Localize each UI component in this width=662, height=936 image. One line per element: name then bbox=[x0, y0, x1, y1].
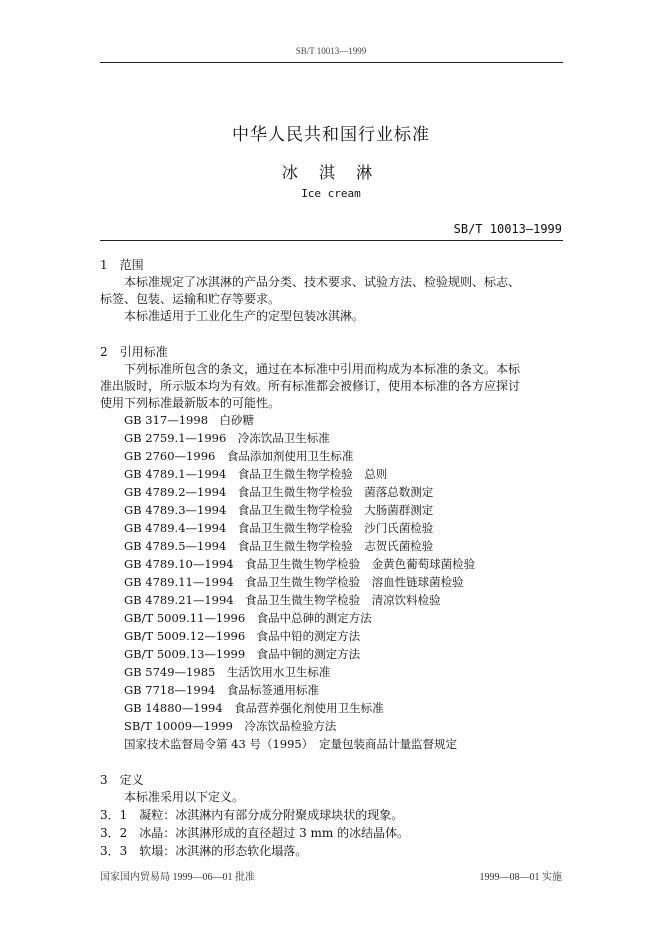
section-3-heading: 3 定义 bbox=[100, 773, 144, 787]
running-header-code: SB/T 10013—1999 bbox=[295, 46, 367, 56]
standard-name: 冰 淇 淋 bbox=[281, 163, 381, 182]
reference-item: 国家技术监督局令第 43 号（1995） 定量包装商品计量监督规定 bbox=[124, 737, 457, 751]
implementation-note: 1999—08—01 实施 bbox=[479, 872, 562, 883]
section-1-text: 本标准规定了冰淇淋的产品分类、技术要求、试验方法、检验规则、标志、 bbox=[124, 275, 521, 289]
section-1-text: 标签、包装、运输和贮存等要求。 bbox=[100, 292, 281, 306]
reference-item: GB 5749—1985 生活饮用水卫生标准 bbox=[124, 665, 331, 679]
reference-item: GB 4789.11—1994 食品卫生微生物学检验 溶血性链球菌检验 bbox=[124, 575, 464, 589]
reference-item: GB/T 5009.13—1999 食品中铜的测定方法 bbox=[124, 647, 361, 661]
reference-item: GB/T 5009.11—1996 食品中总砷的测定方法 bbox=[124, 611, 372, 625]
definition-item: 3．2 冰晶：冰淇淋形成的直径超过 3 mm 的冰结晶体。 bbox=[100, 826, 410, 840]
reference-item: GB 2759.1—1996 冷冻饮品卫生标准 bbox=[124, 431, 330, 445]
approval-note: 国家国内贸易局 1999—06—01 批准 bbox=[100, 872, 255, 883]
document-title: 中华人民共和国行业标准 bbox=[232, 125, 430, 145]
section-2-text: 下列标准所包含的条文，通过在本标准中引用而构成为本标准的条文。本标 bbox=[124, 362, 521, 376]
standard-code: SB/T 10013—1999 bbox=[453, 222, 562, 236]
section-2-text: 使用下列标准最新版本的可能性。 bbox=[100, 396, 281, 410]
reference-item: GB 4789.10—1994 食品卫生微生物学检验 金黄色葡萄球菌检验 bbox=[124, 557, 476, 571]
reference-item: GB 4789.1—1994 食品卫生微生物学检验 总则 bbox=[124, 467, 388, 481]
definition-item: 3．3 软塌：冰淇淋的形态软化塌落。 bbox=[100, 844, 308, 858]
reference-item: GB 4789.21—1994 食品卫生微生物学检验 清凉饮料检验 bbox=[124, 593, 441, 607]
reference-item: GB 2760—1996 食品添加剂使用卫生标准 bbox=[124, 449, 354, 463]
section-2-text: 准出版时，所示版本均为有效。所有标准都会被修订，使用本标准的各方应探讨 bbox=[100, 379, 521, 393]
reference-item: GB 4789.4—1994 食品卫生微生物学检验 沙门氏菌检验 bbox=[124, 521, 434, 535]
reference-item: GB 14880—1994 食品营养强化剂使用卫生标准 bbox=[124, 701, 384, 715]
section-2-heading: 2 引用标准 bbox=[100, 345, 168, 359]
reference-item: GB/T 5009.12—1996 食品中铅的测定方法 bbox=[124, 629, 361, 643]
title-rule bbox=[100, 240, 563, 241]
section-1-text: 本标准适用于工业化生产的定型包装冰淇淋。 bbox=[124, 309, 365, 323]
standard-name-english: Ice cream bbox=[301, 187, 361, 200]
section-3-intro: 本标准采用以下定义。 bbox=[124, 790, 245, 804]
reference-item: GB 317—1998 白砂糖 bbox=[124, 413, 255, 427]
reference-item: GB 4789.5—1994 食品卫生微生物学检验 志贺氏菌检验 bbox=[124, 539, 434, 553]
reference-item: GB 7718—1994 食品标签通用标准 bbox=[124, 683, 319, 697]
reference-item: GB 4789.2—1994 食品卫生微生物学检验 菌落总数测定 bbox=[124, 485, 434, 499]
section-1-heading: 1 范围 bbox=[100, 258, 144, 272]
definition-item: 3．1 凝粒：冰淇淋内有部分成分附聚成球块状的现象。 bbox=[100, 808, 404, 822]
reference-item: GB 4789.3—1994 食品卫生微生物学检验 大肠菌群测定 bbox=[124, 503, 434, 517]
reference-item: SB/T 10009—1999 冷冻饮品检验方法 bbox=[124, 719, 337, 733]
header-rule bbox=[100, 62, 563, 63]
